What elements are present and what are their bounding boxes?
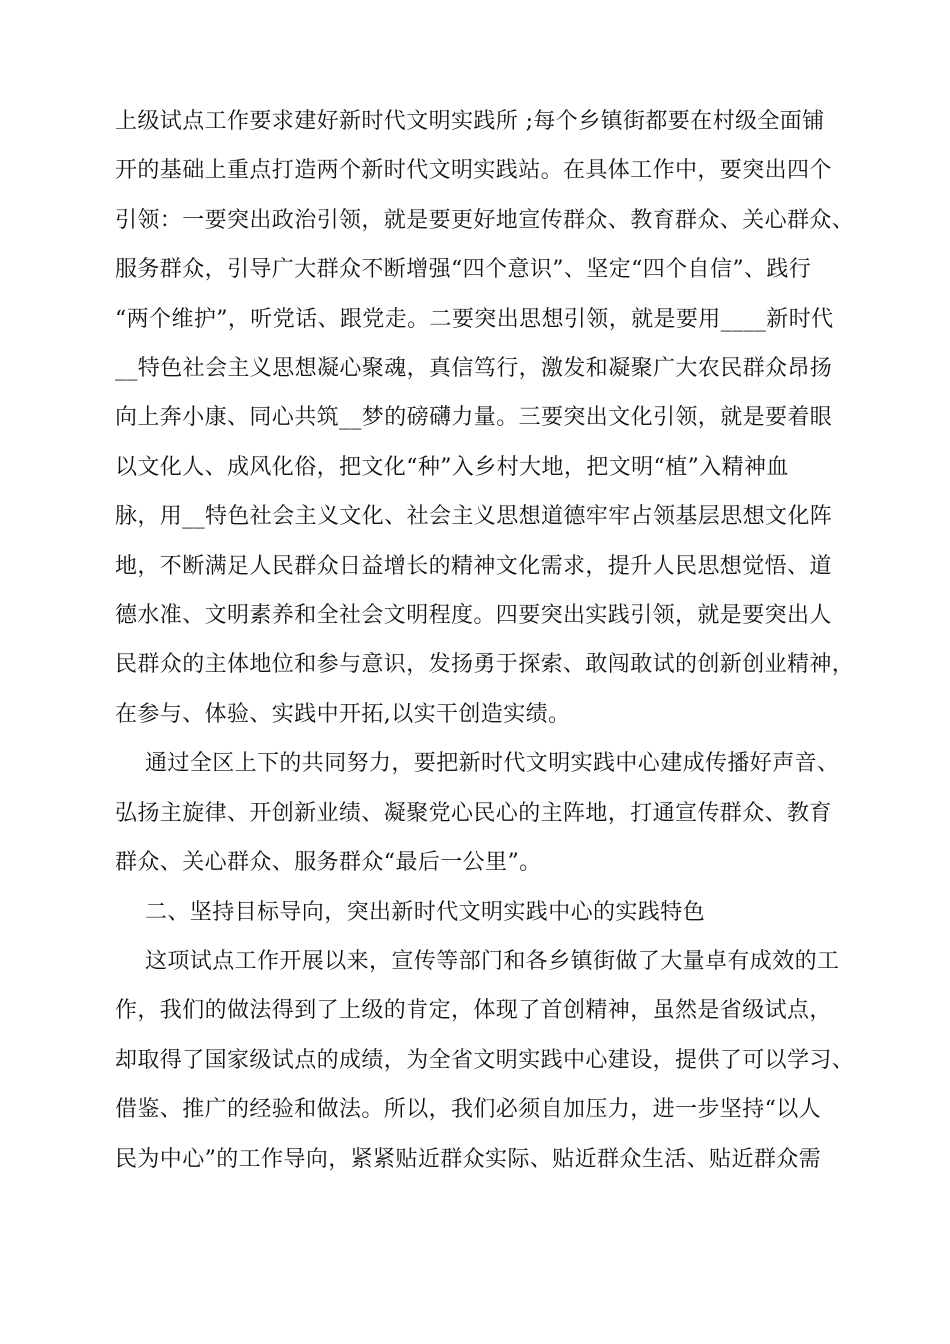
paragraph-2 [115,739,845,887]
text-line: 脉，用__特色社会主义文化、社会主义思想道德牢牢占领基层思想文化阵 [115,504,833,530]
text-line: 却取得了国家级试点的成绩，为全省文明实践中心建设，提供了可以学习、 [115,1047,855,1073]
text-line: 在参与、体验、实践中开拓,以实干创造实绩。 [115,701,571,727]
text-line: 上级试点工作要求建好新时代文明实践所 ;每个乡镇街都要在村级全面铺 [115,109,825,134]
text-line: 群众、关心群众、服务群众“最后一公里”。 [115,850,542,876]
text-line: 借鉴、推广的经验和做法。所以，我们必须自加压力，进一步坚持“以人 [115,1097,822,1123]
text-line: “两个维护”，听党话、跟党走。二要突出思想引领，就是要用____新时代 [115,306,834,332]
text-line: 通过全区上下的共同努力，要把新时代文明实践中心建成传播好声音、 [145,751,840,777]
text-line: 以文化人、成风化俗，把文化“种”入乡村大地，把文明“植”入精神血 [115,454,789,480]
section-heading [115,888,845,937]
paragraph-4 [115,937,855,1184]
text-line: 服务群众，引导广大群众不断增强“四个意识”、坚定“四个自信”、践行 [115,257,812,283]
text-line: 引领：一要突出政治引领，就是要更好地宣传群众、教育群众、关心群众、 [115,207,855,233]
text-line: 弘扬主旋律、开创新业绩、凝聚党心民心的主阵地，打通宣传群众、教育 [115,800,832,826]
text-line: 二、坚持目标导向，突出新时代文明实践中心的实践特色 [145,899,706,925]
text-line: 民为中心”的工作导向，紧紧贴近群众实际、贴近群众生活、贴近群众需 [115,1146,822,1172]
text-line: 这项试点工作开展以来，宣传等部门和各乡镇街做了大量卓有成效的工 [145,948,840,974]
paragraph-1 [115,97,855,739]
text-line: __特色社会主义思想凝心聚魂，真信笃行，激发和凝聚广大农民群众昂扬 [115,356,833,382]
text-line: 开的基础上重点打造两个新时代文明实践站。在具体工作中，要突出四个 [115,158,832,184]
text-line: 地，不断满足人民群众日益增长的精神文化需求，提升人民思想觉悟、道 [115,553,832,579]
text-line: 民群众的主体地位和参与意识，发扬勇于探索、敢闯敢试的创新创业精神， [115,652,855,678]
document-body [115,97,855,1184]
text-line: 德水准、文明素养和全社会文明程度。四要突出实践引领，就是要突出人 [115,603,832,629]
text-line: 向上奔小康、同心共筑__梦的磅礴力量。三要突出文化引领，就是要着眼 [115,405,833,431]
text-line: 作，我们的做法得到了上级的肯定，体现了首创精神，虽然是省级试点， [115,998,832,1024]
